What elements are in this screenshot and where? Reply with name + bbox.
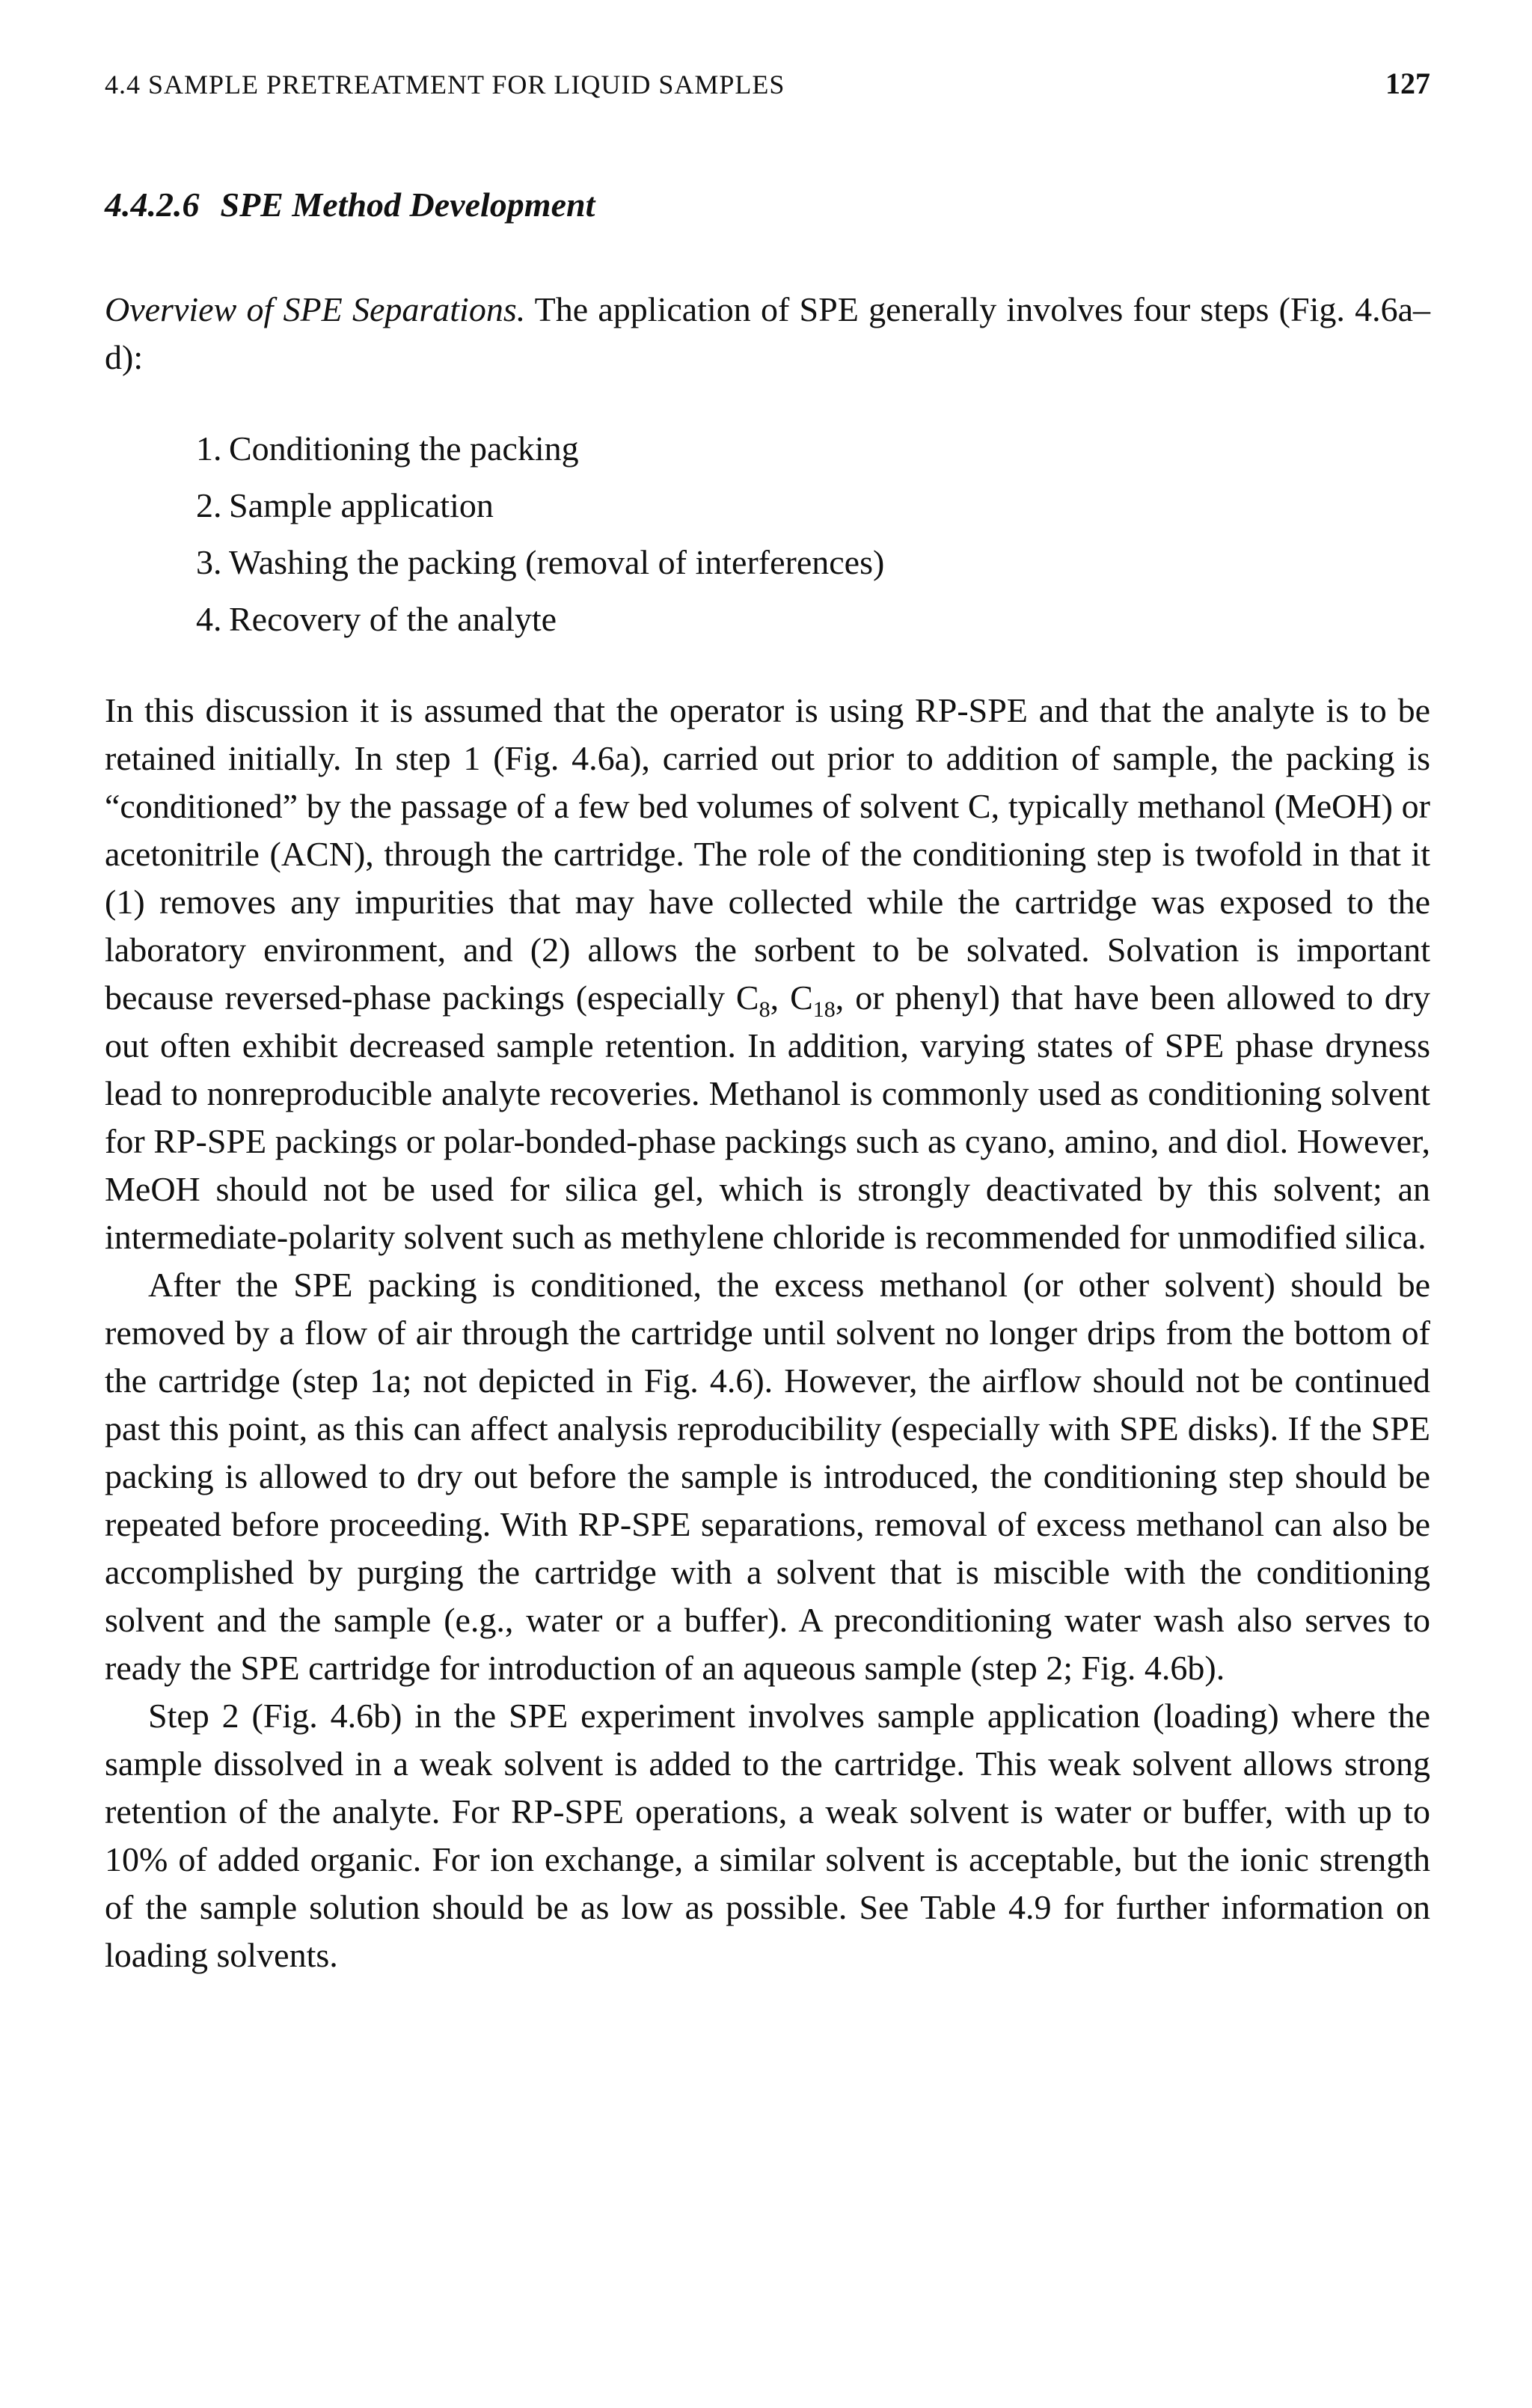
list-item-text: Washing the packing (removal of interferences): [229, 543, 885, 581]
body-text: In this discussion it is assumed that the operator is using RP-SPE and that the analyte is to be retained initially. In step 1 (Fig. 4.6a), carried out prior to addition of sample, the packing is “conditioned” by the passage of a few bed volumes of solvent C, typically methanol (MeOH) or acetonitrile (ACN), through the cartridge. The role of the conditioning step is twofold in that it (1) removes any impurities that may have collected while the cartridge was exposed to the laboratory environment, and (2) allows the sorbent to be solvated. Solvation is important because reversed-phase packings (especially C: [105, 691, 1430, 1017]
body-paragraph-conditioning: [105, 687, 1430, 1261]
body-paragraph-loading: Step 2 (Fig. 4.6b) in the SPE experiment involves sample application (loading) where the sample dissolved in a weak solvent is added to the cartridge. This weak solvent allows strong retention of the analyte. For RP-SPE operations, a weak solvent is water or buffer, with up to 10% of added organic. For ion exchange, a similar solvent is acceptable, but the ionic strength of the sample solution should be as low as possible. See Table 4.9 for further information on loading solvents.: [105, 1697, 1430, 1974]
page-number: 127: [1385, 67, 1430, 100]
running-header: [105, 66, 1430, 101]
intro-paragraph: [105, 286, 1430, 382]
steps-list: [105, 420, 1430, 648]
section-title: SPE Method Development: [220, 186, 595, 224]
subscript: 18: [812, 997, 836, 1023]
list-item: [196, 420, 1430, 477]
list-item: [196, 591, 1430, 648]
intro-text: The application of SPE generally involves four steps (Fig. 4.6a–d):: [105, 290, 1430, 376]
body-paragraph-airflow: After the SPE packing is conditioned, the excess methanol (or other solvent) should be removed by a flow of air through the cartridge until solvent no longer drips from the bottom of the cartridge (step 1a; not depicted in Fig. 4.6). However, the airflow should not be continued past this point, as this can affect analysis reproducibility (especially with SPE disks). If the SPE packing is allowed to dry out before the sample is introduced, the conditioning step should be repeated before proceeding. With RP-SPE separations, removal of excess methanol can also be accomplished by purging the cartridge with a solvent that is miscible with the conditioning solvent and the sample (e.g., water or a buffer). A preconditioning water wash also serves to ready the SPE cartridge for introduction of an aqueous sample (step 2; Fig. 4.6b).: [105, 1266, 1430, 1687]
list-item-text: Sample application: [229, 486, 494, 524]
body-text: , C: [770, 978, 813, 1017]
list-item-number: 3.: [196, 543, 222, 581]
list-item-number: 2.: [196, 486, 222, 524]
list-item-number: 4.: [196, 600, 222, 638]
list-item: [196, 534, 1430, 591]
list-item-text: Conditioning the packing: [229, 429, 579, 468]
subscript: 8: [759, 997, 770, 1023]
list-item-number: 1.: [196, 429, 222, 468]
list-item-text: Recovery of the analyte: [229, 600, 557, 638]
section-number: 4.4.2.6: [105, 186, 200, 224]
section-heading: [105, 185, 1430, 224]
list-item: [196, 477, 1430, 534]
running-title: 4.4 SAMPLE PRETREATMENT FOR LIQUID SAMPLES: [105, 70, 785, 99]
book-page: [105, 66, 1430, 1979]
runin-heading: Overview of SPE Separations.: [105, 290, 526, 328]
body-text: , or phenyl) that have been allowed to dry out often exhibit decreased sample retention. In addition, varying states of SPE phase dryness lead to nonreproducible analyte recoveries. Methanol is commonly used as conditioning solvent for RP-SPE packings or polar-bonded-phase packings such as cyano, amino, and diol. However, MeOH should not be used for silica gel, which is strongly deactivated by this solvent; an intermediate-polarity solvent such as methylene chloride is recommended for unmodified silica.: [105, 978, 1431, 1256]
